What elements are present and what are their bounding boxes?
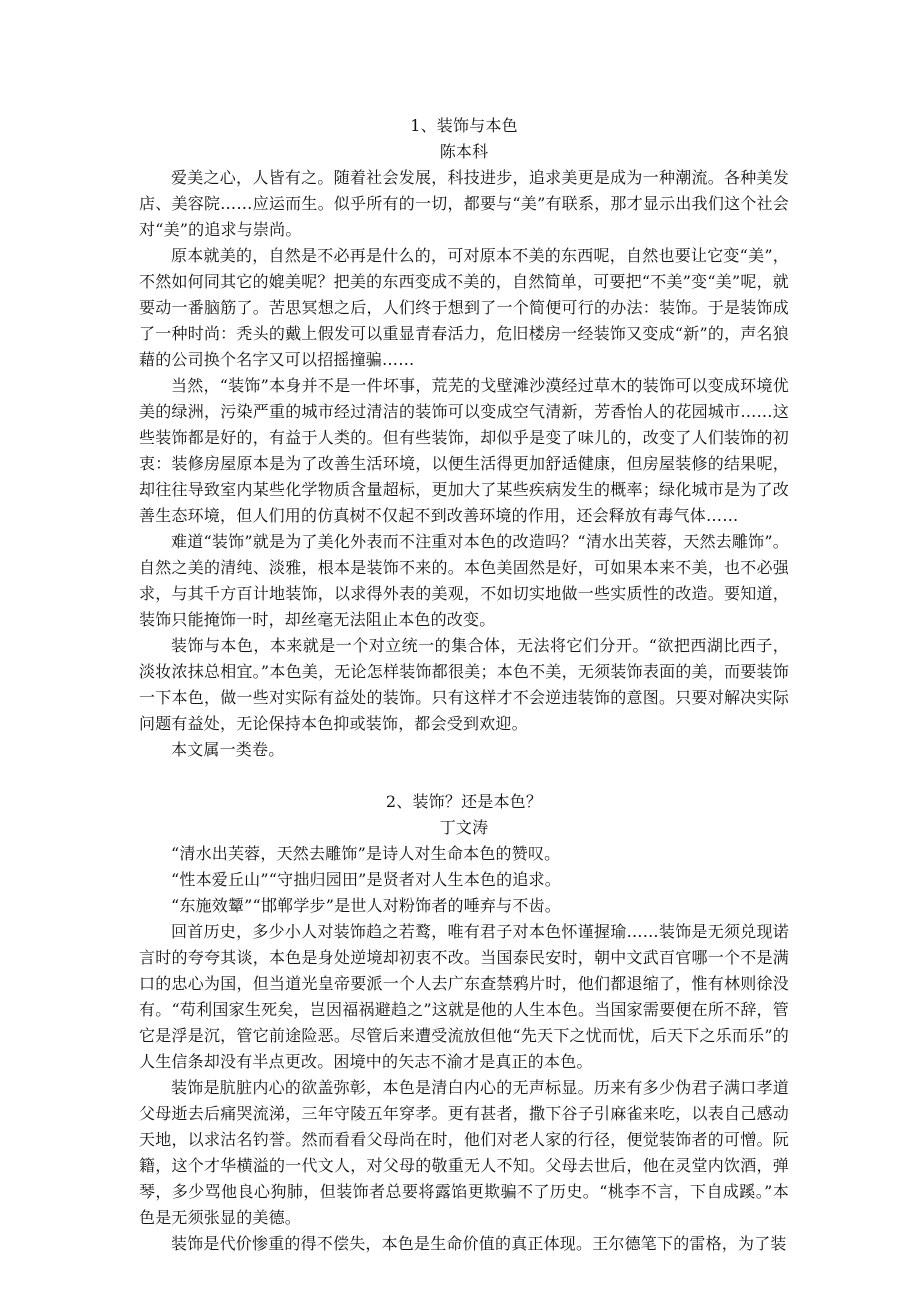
essay-title: 2、装饰？还是本色？ bbox=[385, 792, 543, 811]
paragraph: 原本就美的，自然是不必再是什么的，可对原本不美的东西呢，自然也要让它变“美”，不然如何同其它的媲美呢？把美的东西变成不美的，自然简单，可要把“不美”变“美”呢，就要动一番脑筋了。苦思冥想之后，人们终于想到了一个简便可行的办法：装饰。于是装饰成了一种时尚：秃头的戴上假发可以重显青春活力，危旧楼房一经装饰又变成“新”的，声名狼藉的公司换个名字又可以招摇撞骗…… bbox=[139, 246, 789, 369]
essay-1 bbox=[139, 113, 789, 763]
paragraph: 装饰是代价惨重的得不偿失，本色是生命价值的真正体现。王尔德笔下的雷格，为了装 bbox=[171, 1234, 787, 1253]
essay-author: 丁文涛 bbox=[439, 818, 489, 837]
paragraph: “东施效颦”“邯郸学步”是世人对粉饰者的唾弃与不齿。 bbox=[171, 896, 561, 915]
paragraph: “性本爱丘山”“守拙归园田”是贤者对人生本色的追求。 bbox=[171, 870, 561, 889]
paragraph: 装饰是肮脏内心的欲盖弥彰，本色是清白内心的无声标显。历来有多少伪君子满口孝道父母逝去后痛哭流涕，三年守陵五年穿孝。更有甚者，撒下谷子引麻雀来吃，以表自己感动天地，以求沽名钓誉。然而看看父母尚在时，他们对老人家的行径，便觉装饰者的可憎。阮籍，这个才华横溢的一代文人，对父母的敬重无人不知。父母去世后，他在灵堂内饮酒，弹琴，多少骂他良心狗肺，但装饰者总要将露馅更欺骗不了历史。“桃李不言，下自成蹊。”本色是无须张显的美德。 bbox=[139, 1078, 789, 1227]
essay-author: 陈本科 bbox=[439, 142, 489, 161]
essay-2 bbox=[139, 789, 789, 1257]
grading-note: 本文属一类卷。 bbox=[171, 740, 285, 759]
essay-title: 1、装饰与本色 bbox=[410, 116, 518, 135]
document-body bbox=[139, 113, 789, 1257]
paragraph: 当然，“装饰”本身并不是一件坏事，荒芜的戈壁滩沙漠经过草木的装饰可以变成环境优美的绿洲，污染严重的城市经过清洁的装饰可以变成空气清新，芳香怡人的花园城市……这些装饰都是好的，有益于人类的。但有些装饰，却似乎是变了味儿的，改变了人们装饰的初衷：装修房屋原本是为了改善生活环境，以便生活得更加舒适健康，但房屋装修的结果呢，却往往导致室内某些化学物质含量超标，更加大了某些疾病发生的概率；绿化城市是为了改善生态环境，但人们用的仿真树不仅起不到改善环境的作用，还会释放有毒气体…… bbox=[139, 376, 789, 525]
paragraph: 装饰与本色，本来就是一个对立统一的集合体，无法将它们分开。“欲把西湖比西子，淡妆浓抹总相宜。”本色美，无论怎样装饰都很美；本色不美，无须装饰表面的美，而要装饰一下本色，做一些对实际有益处的装饰。只有这样才不会逆违装饰的意图。只要对解决实际问题有益处，无论保持本色抑或装饰，都会受到欢迎。 bbox=[139, 636, 789, 733]
paragraph: 回首历史，多少小人对装饰趋之若鹜，唯有君子对本色怀谨握瑜……装饰是无须兑现诺言时的夸夸其谈，本色是身处逆境却初衷不改。当国泰民安时，朝中文武百官哪一个不是满口的忠心为国，但当道光皇帝要派一个人去广东查禁鸦片时，他们都退缩了，惟有林则徐没有。“苟利国家生死矣，岂因福祸避趋之”这就是他的人生本色。当国家需要便在所不辞，管它是浮是沉，管它前途险恶。尽管后来遭受流放但他“先天下之忧而忧，后天下之乐而乐”的人生信条却没有半点更改。困境中的矢志不渝才是真正的本色。 bbox=[139, 922, 789, 1071]
paragraph: 难道“装饰”就是为了美化外表而不注重对本色的改造吗？“清水出芙蓉，天然去雕饰”。自然之美的清纯、淡雅，根本是装饰不来的。本色美固然是好，可如果本来不美，也不必强求，与其千方百计地装饰，以求得外表的美观，不如切实地做一些实质性的改造。要知道，装饰只能掩饰一时，却丝毫无法阻止本色的改变。 bbox=[139, 532, 789, 629]
section-spacer bbox=[139, 763, 789, 789]
paragraph: 爱美之心，人皆有之。随着社会发展，科技进步，追求美更是成为一种潮流。各种美发店、美容院……应运而生。似乎所有的一切，都要与“美”有联系，那才显示出我们这个社会对“美”的追求与崇尚。 bbox=[139, 168, 789, 239]
paragraph: “清水出芙蓉，天然去雕饰”是诗人对生命本色的赞叹。 bbox=[171, 844, 561, 863]
